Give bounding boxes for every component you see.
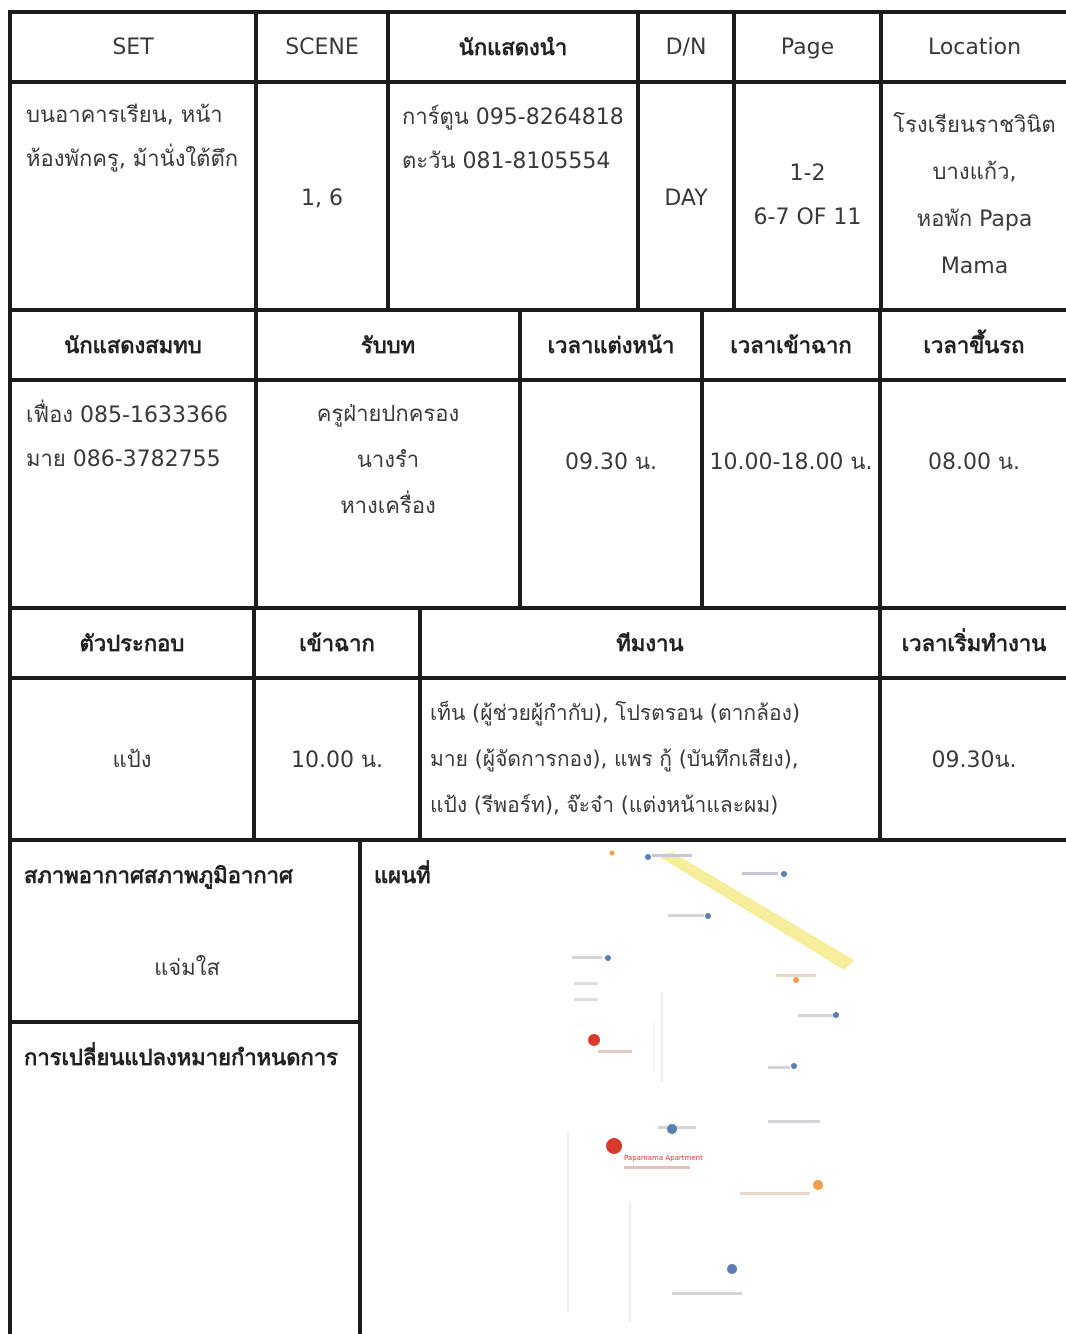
map-label <box>668 914 704 917</box>
location-line-1: โรงเรียนราชวินิต <box>893 113 1056 138</box>
crew-line-1: เท็น (ผู้ช่วยผู้กำกับ), โปรตรอน (ตากล้อง) <box>430 701 801 725</box>
pin-red-icon <box>588 1034 600 1058</box>
map-label <box>776 974 816 977</box>
map-label <box>574 998 598 1001</box>
page-cell <box>736 84 883 312</box>
map-label <box>742 872 778 875</box>
header-enter-scene: เข้าฉาก <box>256 610 422 680</box>
map-image <box>362 842 1066 1329</box>
weather-cell <box>8 842 362 1024</box>
set-line-1: บนอาคารเรียน, หน้า <box>26 103 223 128</box>
crew-cell <box>422 680 882 842</box>
crew-line-2: มาย (ผู้จัดการกอง), แพร กู้ (บันทึกเสียง), <box>430 747 799 771</box>
header-set: SET <box>8 10 258 84</box>
header-lead-actor: นักแสดงนำ <box>390 10 640 84</box>
location-line-3: หอพัก Papa <box>916 207 1033 232</box>
pin-orange-icon <box>813 1180 823 1200</box>
map-label <box>798 1014 834 1017</box>
pin-blue-icon <box>791 1063 797 1069</box>
set-line-2: ห้องพักครู, ม้านั่งใต้ตึก <box>26 147 239 172</box>
pin-red-main-icon <box>606 1138 622 1172</box>
role-line-1: ครูฝ่ายปกครอง <box>316 402 460 427</box>
enter-scene-cell: 10.00 น. <box>256 680 422 842</box>
lead-line-2: ตะวัน 081-8105554 <box>402 149 611 174</box>
header-car-time: เวลาขึ้นรถ <box>882 312 1066 382</box>
map-label <box>768 1066 790 1069</box>
header-location: Location <box>883 10 1066 84</box>
page-line-1: 1-2 <box>789 161 826 186</box>
role-line-2: นางรำ <box>356 448 420 473</box>
location-cell <box>883 84 1066 312</box>
header-scene: SCENE <box>258 10 390 84</box>
pin-blue-icon <box>667 1124 677 1144</box>
map-label <box>574 982 598 985</box>
scene-cell: 1, 6 <box>258 84 390 312</box>
schedule-changes-cell <box>8 1024 362 1334</box>
header-page: Page <box>736 10 883 84</box>
support-line-1: เฟื่อง 085-1633366 <box>26 403 228 428</box>
crew-line-3: แป้ง (รีพอร์ท), จ๊ะจ๋า (แต่งหน้าและผม) <box>430 793 779 817</box>
start-time-cell: 09.30น. <box>882 680 1066 842</box>
header-scene-time: เวลาเข้าฉาก <box>704 312 882 382</box>
pin-blue-icon <box>605 955 611 961</box>
page-line-2: 6-7 OF 11 <box>753 205 862 230</box>
scene-time-cell: 10.00-18.00 น. <box>704 382 882 610</box>
weather-title: สภาพอากาศสภาพภูมิอากาศ <box>24 864 293 889</box>
extras-cell: แป้ง <box>8 680 256 842</box>
header-extras: ตัวประกอบ <box>8 610 256 680</box>
pin-blue-icon <box>781 871 787 877</box>
map-label <box>624 1166 690 1169</box>
dn-cell: DAY <box>640 84 736 312</box>
car-time-cell: 08.00 น. <box>882 382 1066 610</box>
role-line-3: หางเครื่อง <box>340 494 436 519</box>
map-title: แผนที่ <box>374 864 431 889</box>
lead-actor-cell <box>390 84 640 312</box>
header-makeup-time: เวลาแต่งหน้า <box>522 312 704 382</box>
map-road <box>658 852 854 970</box>
location-line-4: Mama <box>940 254 1009 279</box>
map-label <box>672 1292 742 1295</box>
map-label <box>768 1120 820 1123</box>
pin-blue-icon <box>645 854 651 860</box>
pin-blue-icon <box>833 1012 839 1018</box>
support-actor-cell <box>8 382 258 610</box>
makeup-time-cell: 09.30 น. <box>522 382 704 610</box>
map-section <box>362 842 1066 1329</box>
map-label <box>598 1050 632 1053</box>
pin-blue-icon <box>705 913 711 919</box>
header-start-time: เวลาเริ่มทำงาน <box>882 610 1066 680</box>
weather-value: แจ่มใส <box>154 956 220 981</box>
map-label <box>572 956 602 959</box>
set-cell <box>8 84 258 312</box>
schedule-changes-title: การเปลี่ยนแปลงหมายกำหนดการ <box>24 1046 338 1071</box>
role-cell <box>258 382 522 610</box>
header-dn: D/N <box>640 10 736 84</box>
header-role: รับบท <box>258 312 522 382</box>
pin-blue-icon <box>727 1264 737 1284</box>
support-line-2: มาย 086-3782755 <box>26 447 221 472</box>
lead-line-1: การ์ตูน 095-8264818 <box>402 105 624 130</box>
header-crew: ทีมงาน <box>422 610 882 680</box>
location-line-2: บางแก้ว, <box>932 160 1017 185</box>
map-label <box>740 1192 810 1195</box>
header-support-actor: นักแสดงสมทบ <box>8 312 258 382</box>
map-label <box>652 854 692 857</box>
pin-orange-icon <box>610 851 615 856</box>
pin-orange-icon <box>793 977 799 983</box>
pin-main-label: Papamama Apartment <box>624 1154 703 1162</box>
